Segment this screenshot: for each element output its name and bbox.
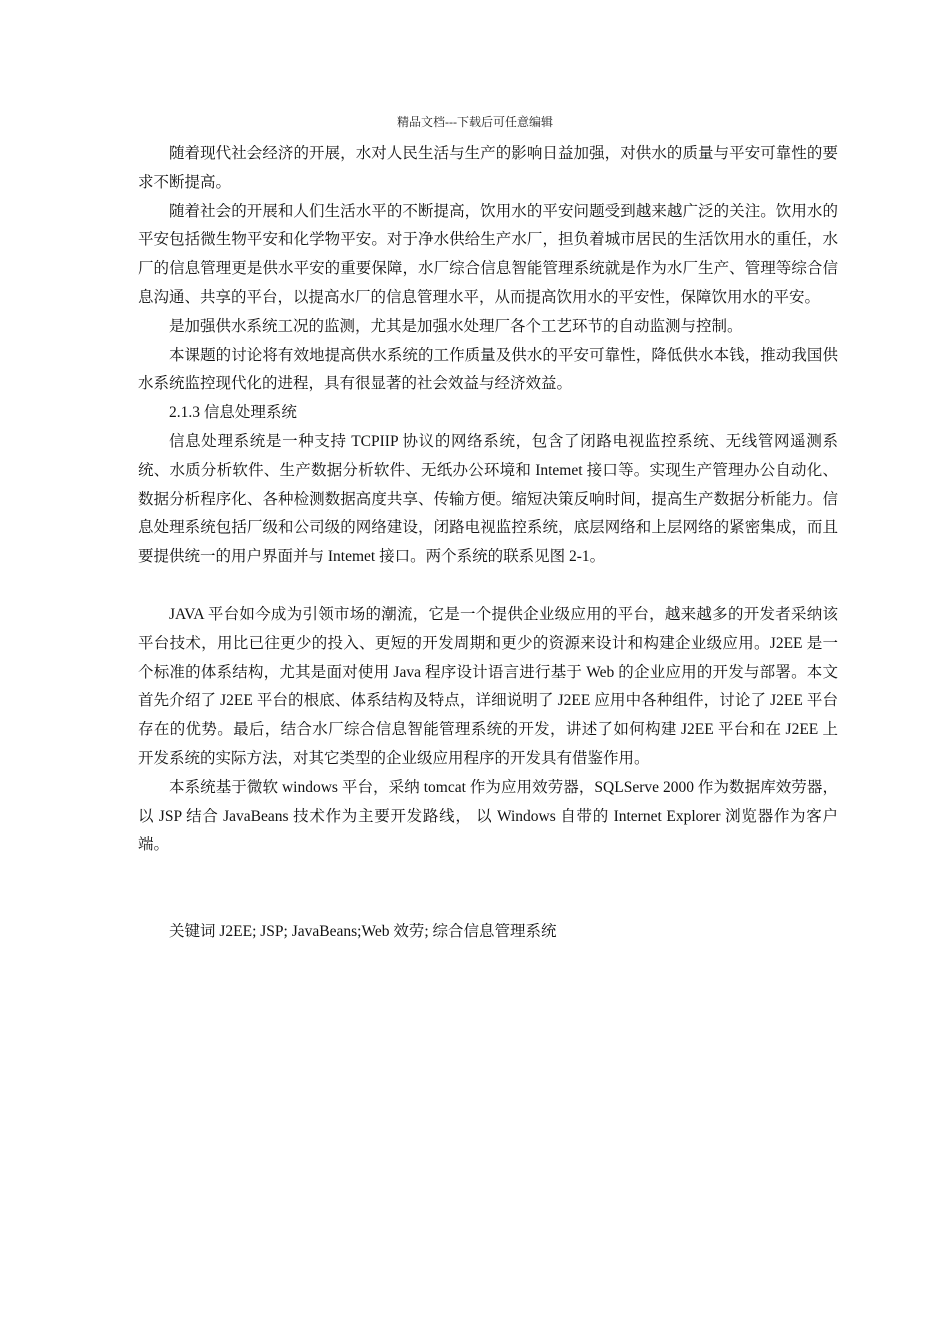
page-header: 精品文档---下载后可任意编辑: [397, 115, 553, 129]
keywords-line: 关键词 J2EE; JSP; JavaBeans;Web 效劳; 综合信息管理系统: [169, 923, 557, 941]
blank-line: [138, 572, 838, 601]
blank-lines: [138, 860, 838, 918]
paragraph-3: 是加强供水系统工况的监测，尤其是加强水处理厂各个工艺环节的自动监测与控制。: [169, 317, 743, 335]
paragraph-5: 信息处理系统是一种支持 TCPIIP 协议的网络系统，包含了闭路电视监控系统、无线管网遥测系统、水质分析软件、生产数据分析软件、无纸办公环境和 Intemet 接口等。实现生产管理办公自动化、数据分析程序化、各种检测数据高度共享、传输方便。缩短决策反响时间，提高生产数据分析能力。信息处理系统包括厂级和公司级的网络建设，闭路电视监控系统，底层网络和上层网络的紧密集成，而且要提供统一的用户界面并与 Intemet 接口。两个系统的联系见图 2-1。: [138, 432, 838, 566]
paragraph-2: 随着社会的开展和人们生活水平的不断提高，饮用水的平安问题受到越来越广泛的关注。饮用水的平安包括微生物平安和化学物平安。对于净水供给生产水厂，担负着城市居民的生活饮用水的重任，水厂的信息管理更是供水平安的重要保障，水厂综合信息智能管理系统就是作为水厂生产、管理等综合信息沟通、共享的平台，以提高水厂的信息管理水平，从而提高饮用水的平安性，保障饮用水的平安。: [138, 202, 838, 306]
section-heading: 2.1.3 信息处理系统: [169, 404, 297, 422]
paragraph-6: JAVA 平台如今成为引领市场的潮流，它是一个提供企业级应用的平台，越来越多的开发者采纳该平台技术，用比已往更少的投入、更短的开发周期和更少的资源来设计和构建企业级应用。J2EE 是一个标准的体系结构，尤其是面对使用 Java 程序设计语言进行基于 Web 的企业应用的开发与部署。本文首先介绍了 J2EE 平台的根底、体系结构及特点，详细说明了 J2EE 应用中各种组件，讨论了 J2EE 平台存在的优势。最后，结合水厂综合信息智能管理系统的开发，讲述了如何构建 J2EE 平台和在 J2EE 上开发系统的实际方法，对其它类型的企业级应用程序的开发具有借鉴作用。: [138, 605, 838, 767]
paragraph-4: 本课题的讨论将有效地提高供水系统的工作质量及供水的平安可靠性，降低供水本钱，推动我国供水系统监控现代化的进程，具有很显著的社会效益与经济效益。: [138, 346, 838, 393]
paragraph-7: 本系统基于微软 windows 平台，采纳 tomcat 作为应用效劳器，SQLServe 2000 作为数据库效劳器， 以 JSP 结合 JavaBeans 技术作为主要开发路线， 以 Windows 自带的 Internet Explorer 浏览器作为客户端。: [138, 778, 838, 854]
document-body: [138, 140, 838, 947]
paragraph-1: 随着现代社会经济的开展，水对人民生活与生产的影响日益加强，对供水的质量与平安可靠性的要求不断提高。: [138, 145, 838, 191]
